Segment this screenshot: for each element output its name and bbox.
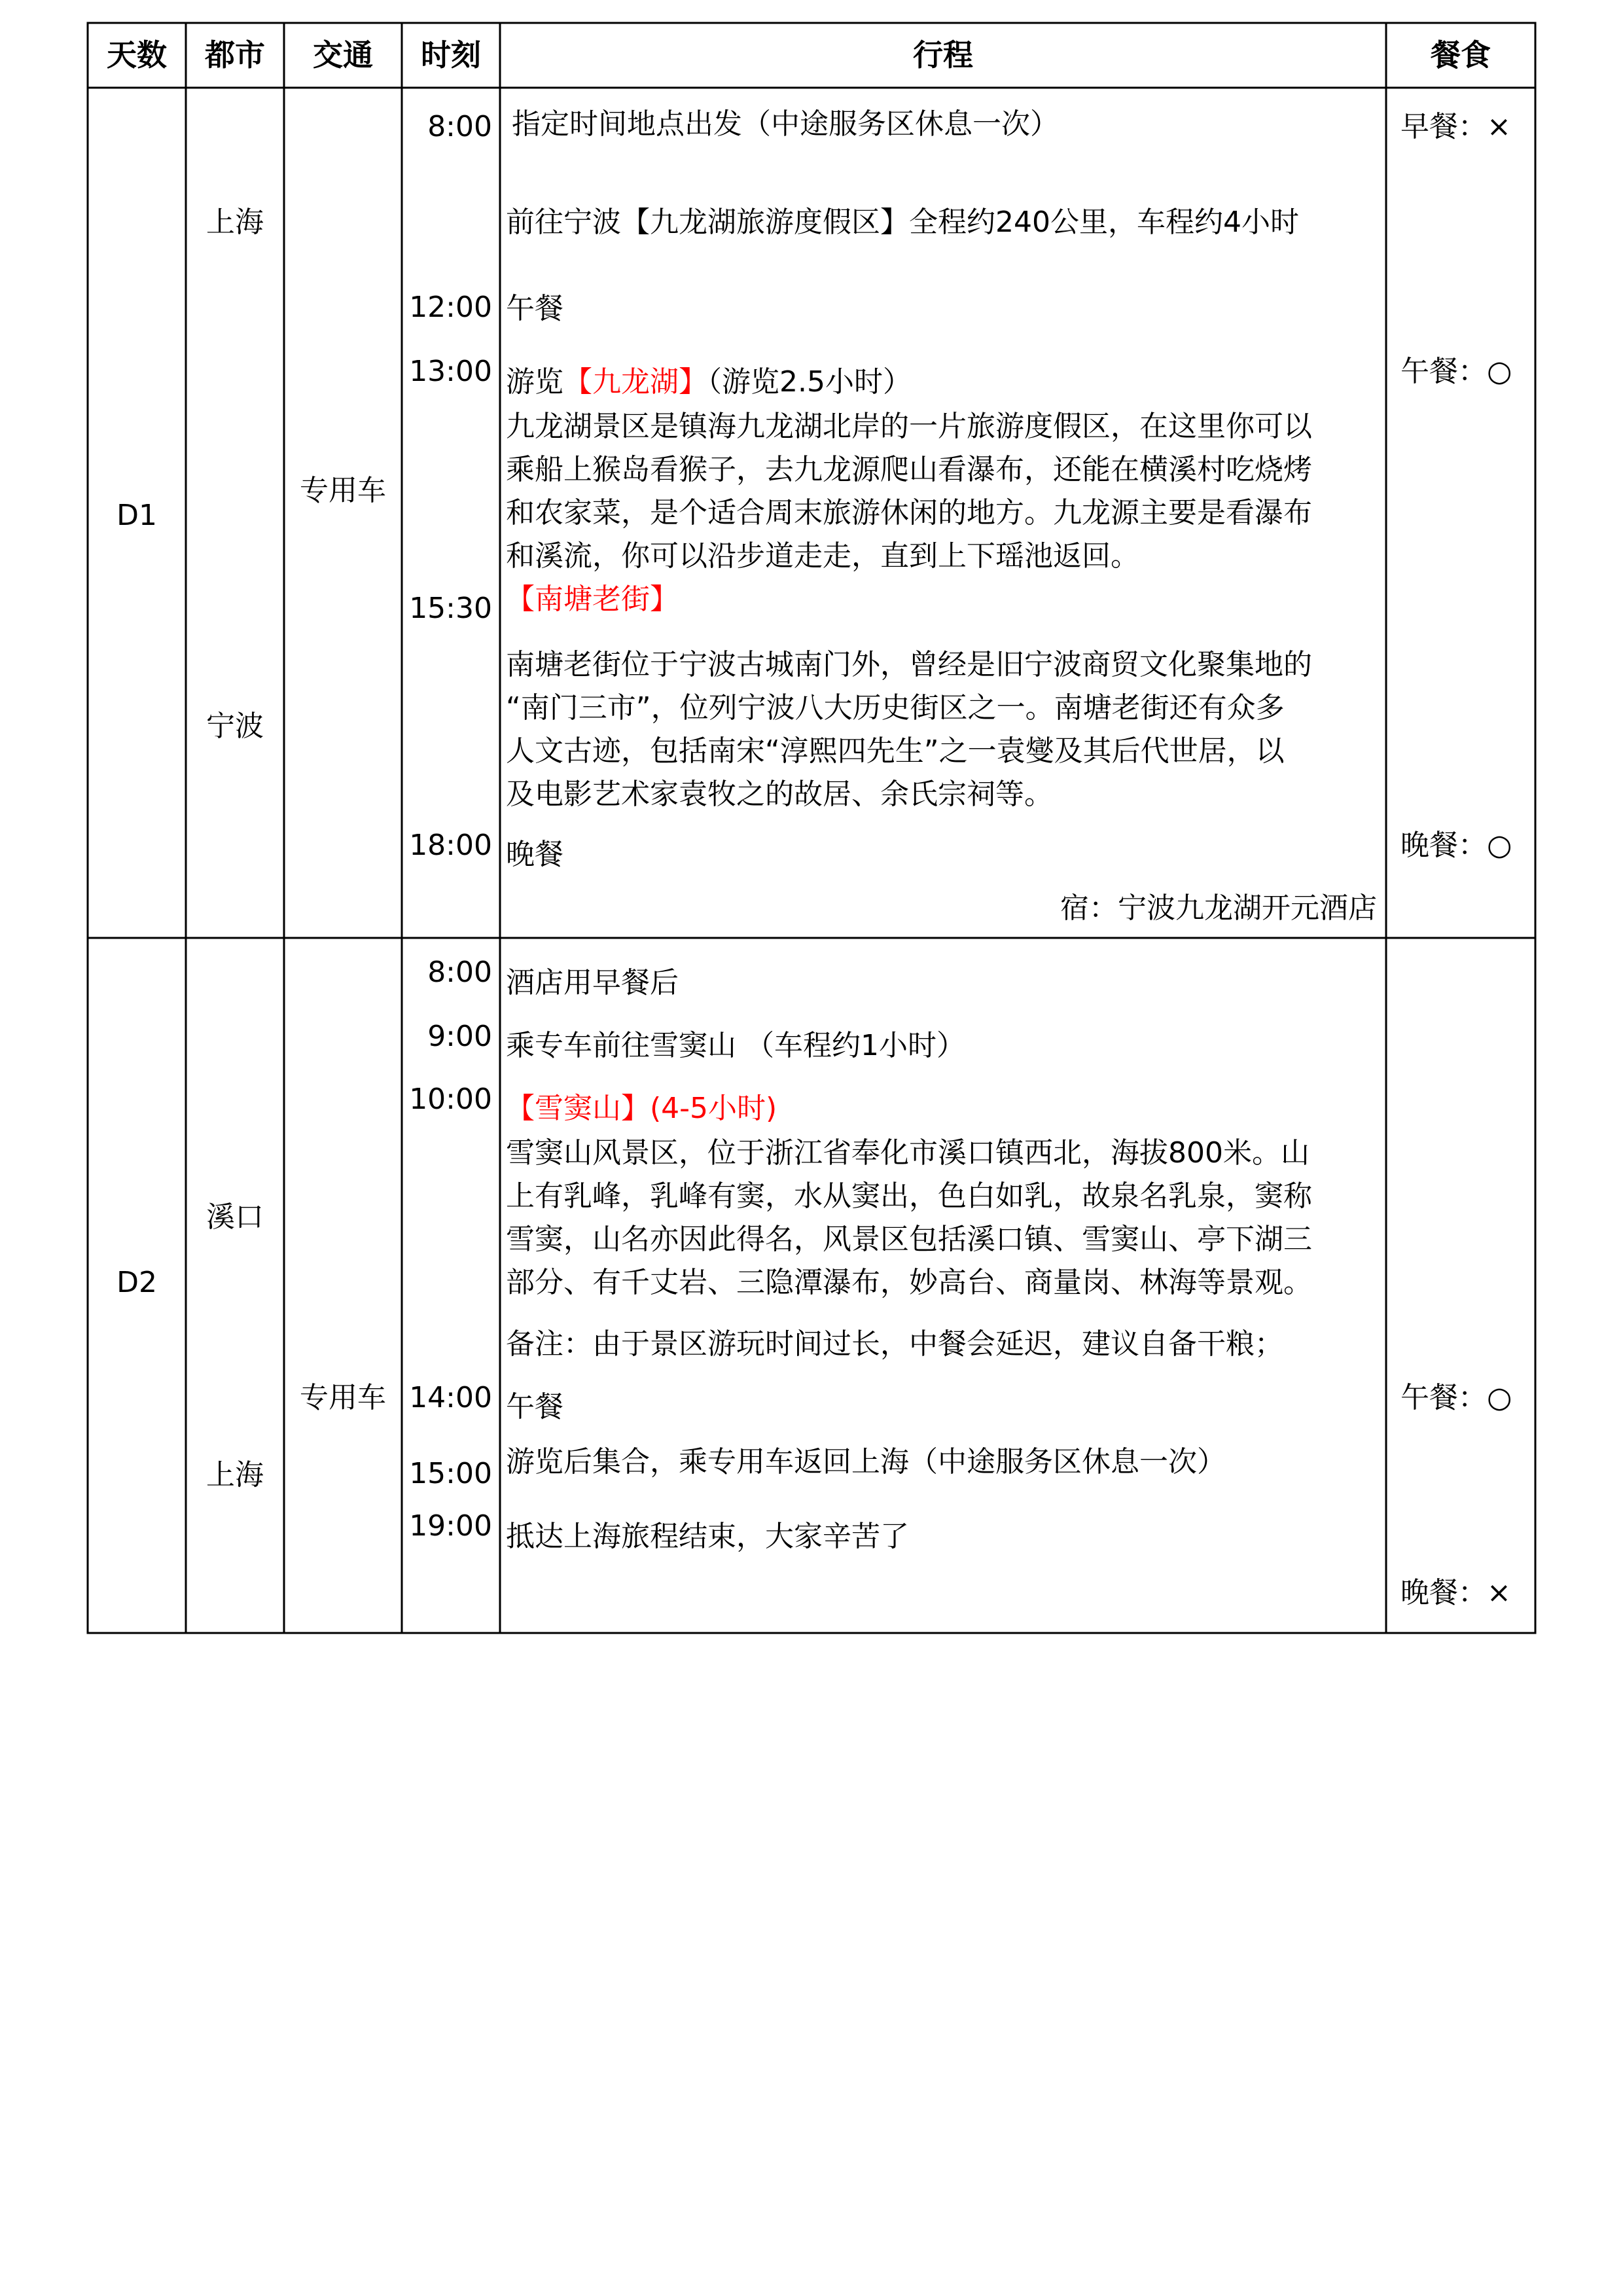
d2-return: 游览后集合，乘专用车返回上海（中途服务区休息一次）: [506, 1445, 1226, 1479]
header-transport: 交通: [313, 37, 373, 73]
d2-day: D2: [116, 1266, 157, 1299]
d2-time-4: 14:00: [409, 1381, 492, 1414]
d2-meal-dinner: 晚餐：×: [1400, 1576, 1511, 1609]
d1-meal-breakfast: 早餐：×: [1400, 110, 1511, 143]
d1-dinner: 晚餐: [506, 838, 563, 871]
d1-transport: 专用车: [300, 474, 386, 507]
d2-xuedou-desc-1: 雪窦山风景区，位于浙江省奉化市溪口镇西北，海拔800米。山: [506, 1136, 1310, 1170]
d2-xuedou-desc-2: 上有乳峰，乳峰有窦，水从窦出，色白如乳，故泉名乳泉，窦称: [506, 1179, 1312, 1213]
d1-city-end: 宁波: [206, 709, 264, 743]
d1-nantang-title: 【南塘老街】: [506, 583, 679, 616]
d1-meal-dinner: 晚餐：○: [1400, 829, 1512, 862]
d1-nantang-desc-4: 及电影艺术家袁牧之的故居、余氏宗祠等。: [506, 778, 1053, 811]
d1-hotel: 宿：宁波九龙湖开元酒店: [1060, 891, 1377, 925]
d1-jiulong-desc-1: 九龙湖景区是镇海九龙湖北岸的一片旅游度假区，在这里你可以: [506, 410, 1312, 443]
d1-visit-suffix: （游览2.5小时）: [707, 365, 912, 399]
d2-xuedou-desc-3: 雪窦，山名亦因此得名，风景区包括溪口镇、雪窦山、亭下湖三: [506, 1223, 1312, 1256]
d1-time-2: 12:00: [409, 291, 492, 324]
d1-nantang-desc-3: 人文古迹，包括南宋“淳熙四先生”之一袁燮及其后代世居，以: [506, 734, 1285, 768]
d1-visit-line: [506, 361, 912, 403]
d1-jiulong-desc-2: 乘船上猴岛看猴子，去九龙源爬山看瀑布，还能在横溪村吃烧烤: [506, 453, 1312, 486]
d1-time-4: 15:30: [409, 592, 492, 625]
d1-lunch: 午餐: [506, 292, 563, 325]
d1-time-1: 8:00: [427, 110, 492, 143]
d2-xuedou-desc-4: 部分、有千丈岩、三隐潭瀑布，妙高台、商量岗、林海等景观。: [506, 1266, 1312, 1299]
header-time: 时刻: [421, 37, 481, 73]
d1-time-5: 18:00: [409, 829, 492, 862]
d1-nantang-desc-1: 南塘老街位于宁波古城南门外，曾经是旧宁波商贸文化聚集地的: [506, 648, 1312, 681]
d1-time-3: 13:00: [409, 355, 492, 388]
d2-time-2: 9:00: [427, 1020, 492, 1053]
d2-time-6: 19:00: [409, 1509, 492, 1543]
d2-transport: 专用车: [300, 1381, 386, 1414]
d2-meal-lunch: 午餐：○: [1400, 1381, 1512, 1414]
d1-jiulong-desc-3: 和农家菜，是个适合周末旅游休闲的地方。九龙源主要是看瀑布: [506, 496, 1312, 529]
d2-city-end: 上海: [206, 1458, 264, 1492]
d1-meal-lunch: 午餐：○: [1400, 355, 1512, 388]
header-meals: 餐食: [1431, 37, 1491, 73]
d1-day: D1: [116, 499, 157, 532]
header-day: 天数: [107, 37, 167, 73]
d2-arrive: 抵达上海旅程结束，大家辛苦了: [506, 1520, 909, 1553]
d1-city-start: 上海: [206, 206, 264, 239]
header-itinerary: 行程: [913, 37, 973, 73]
d1-nantang-desc-2: “南门三市”，位列宁波八大历史街区之一。南塘老街还有众多: [506, 691, 1285, 725]
d1-visit-spot: 【九龙湖】: [563, 365, 707, 399]
d1-jiulong-desc-4: 和溪流，你可以沿步道走走，直到上下瑶池返回。: [506, 539, 1139, 573]
d2-time-3: 10:00: [409, 1083, 492, 1116]
d2-route: 乘专车前往雪窦山 （车程约1小时）: [506, 1029, 965, 1062]
d1-route: 前往宁波【九龙湖旅游度假区】全程约240公里，车程约4小时: [506, 206, 1299, 239]
d2-lunch: 午餐: [506, 1390, 563, 1424]
d2-xuedou-title: 【雪窦山】(4-5小时): [506, 1092, 777, 1125]
d1-depart: 指定时间地点出发（中途服务区休息一次）: [512, 107, 1059, 141]
d2-note: 备注：由于景区游玩时间过长，中餐会延迟，建议自备干粮；: [506, 1327, 1283, 1361]
d2-city-start: 溪口: [206, 1200, 264, 1234]
header-city: 都市: [205, 37, 265, 73]
d2-breakfast: 酒店用早餐后: [506, 966, 679, 999]
d2-time-1: 8:00: [427, 956, 492, 989]
d2-time-5: 15:00: [409, 1457, 492, 1490]
d1-visit-prefix: 游览: [506, 365, 563, 399]
